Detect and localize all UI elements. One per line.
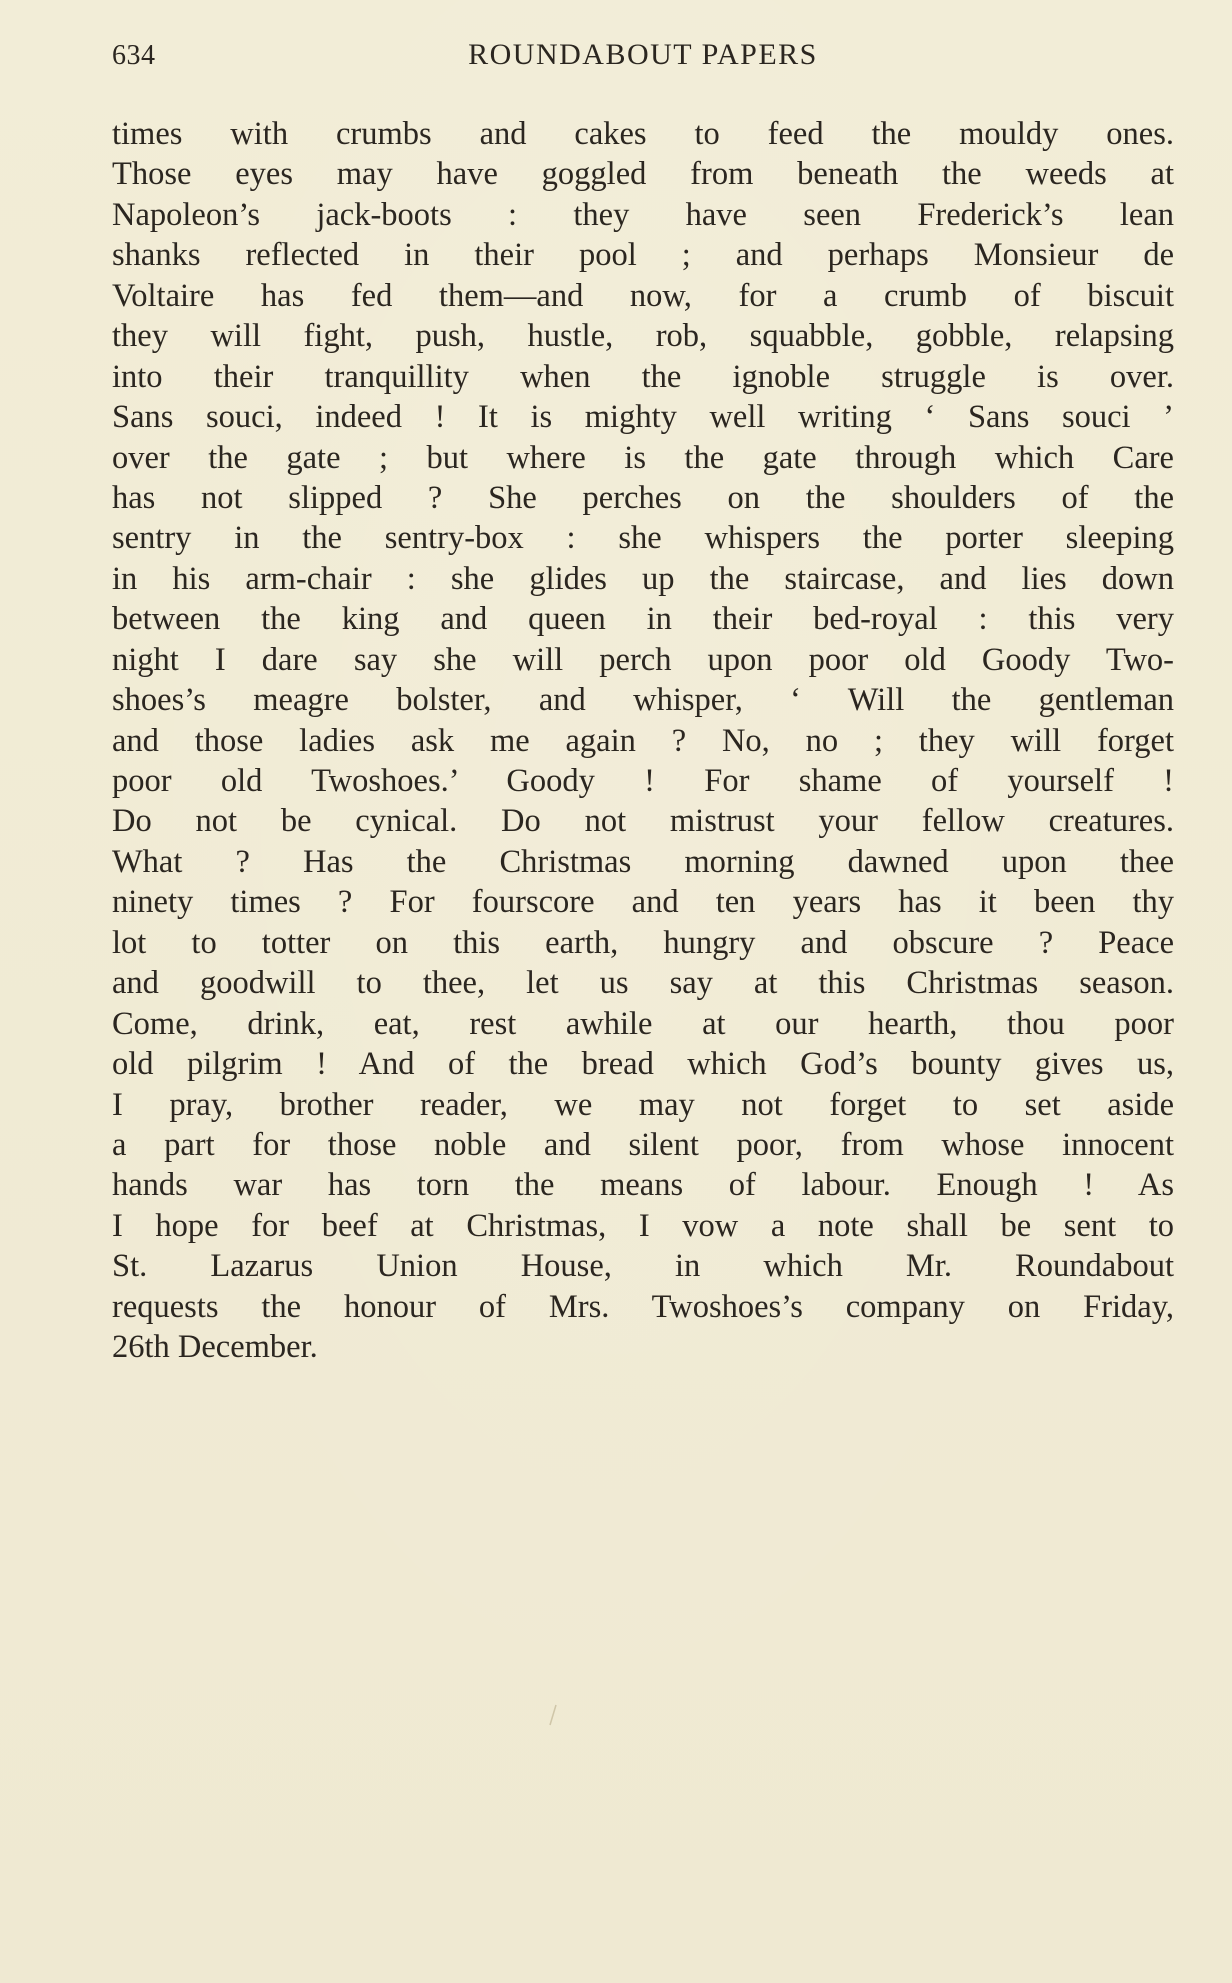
text-line: ninety times ? For fourscore and ten years has it been thy	[112, 884, 1174, 921]
text-line: old pilgrim ! And of the bread which God’s bounty gives us,	[112, 1046, 1174, 1083]
text-line: a part for those noble and silent poor, from whose innocent	[112, 1126, 1174, 1163]
text-line: and those ladies ask me again ? No, no ; they will forget	[112, 722, 1174, 759]
text-line: and goodwill to thee, let us say at this Christmas season.	[112, 965, 1174, 1002]
page-number: 634	[112, 40, 156, 71]
text-line: hands war has torn the means of labour. Enough ! As	[112, 1167, 1174, 1204]
text-line: over the gate ; but where is the gate through which Care	[112, 439, 1174, 476]
text-line: they will fight, push, hustle, rob, squabble, gobble, relapsing	[112, 318, 1174, 355]
text-line: night I dare say she will perch upon poor old Goody Two-	[112, 641, 1174, 678]
text-line-final: 26th December.	[112, 1329, 318, 1366]
text-line: I pray, brother reader, we may not forget to set aside	[112, 1086, 1174, 1123]
text-line: What ? Has the Christmas morning dawned upon thee	[112, 843, 1174, 880]
text-line: I hope for beef at Christmas, I vow a note shall be sent to	[112, 1207, 1174, 1244]
text-line: has not slipped ? She perches on the shoulders of the	[112, 479, 1174, 516]
text-line: lot to totter on this earth, hungry and obscure ? Peace	[112, 924, 1174, 961]
text-line: sentry in the sentry-box : she whispers the porter sleeping	[112, 520, 1174, 557]
text-line: requests the honour of Mrs. Twoshoes’s company on Friday,	[112, 1288, 1174, 1325]
text-line: in his arm-chair : she glides up the staircase, and lies down	[112, 560, 1174, 597]
text-line: Napoleon’s jack-boots : they have seen Frederick’s lean	[112, 196, 1174, 233]
stray-ink-mark	[548, 1704, 558, 1726]
running-head	[112, 38, 1174, 78]
text-line: Voltaire has fed them—and now, for a crumb of biscuit	[112, 277, 1174, 314]
text-line: Come, drink, eat, rest awhile at our hearth, thou poor	[112, 1005, 1174, 1042]
text-line: poor old Twoshoes.’ Goody ! For shame of yourself !	[112, 763, 1174, 799]
running-title: ROUNDABOUT PAPERS	[468, 38, 818, 71]
text-line: shoes’s meagre bolster, and whisper, ‘ Will the gentleman	[112, 682, 1174, 719]
text-line: times with crumbs and cakes to feed the mouldy ones.	[112, 116, 1174, 152]
text-line: into their tranquillity when the ignoble struggle is over.	[112, 358, 1174, 395]
text-line: shanks reflected in their pool ; and perhaps Monsieur de	[112, 237, 1174, 274]
body-text	[112, 114, 1174, 1368]
text-line: Sans souci, indeed ! It is mighty well writing ‘ Sans souci ’	[112, 399, 1174, 436]
text-line: between the king and queen in their bed-royal : this very	[112, 601, 1174, 638]
text-line: Those eyes may have goggled from beneath the weeds at	[112, 156, 1174, 193]
text-line: Do not be cynical. Do not mistrust your fellow creatures.	[112, 803, 1174, 840]
text-line: St. Lazarus Union House, in which Mr. Roundabout	[112, 1248, 1174, 1285]
